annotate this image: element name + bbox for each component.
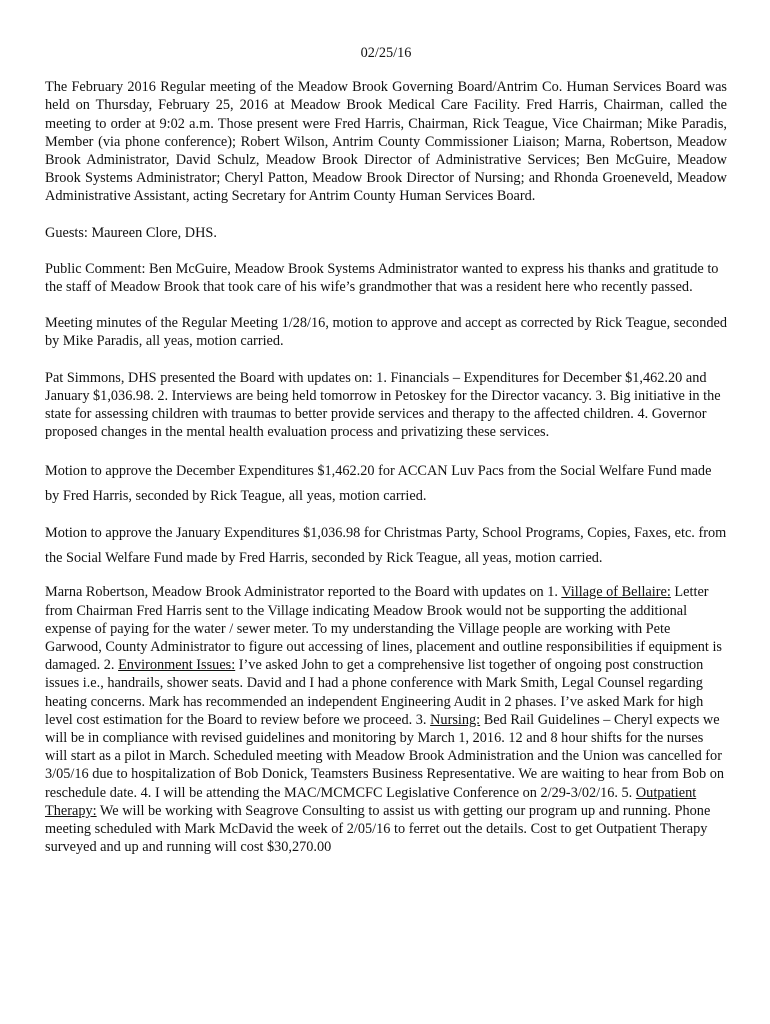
intro-paragraph: The February 2016 Regular meeting of the Meadow Brook Governing Board/Antrim Co. Human Services Board was held on Thursday, February 25, 2016 at Meadow Brook Medical Care Facility. Fred Harris, Chairman, called the meeting to order at 9:02 a.m. Those present were Fred Harris, Chairman, Rick Teague, Vice Chairman; Mike Paradis, Member (via phone conference); Robert Wilson, Antrim County Commissioner Liaison; Marna, Robertson, Meadow Brook Administrator, David Schulz, Meadow Brook Director of Administrative Services; Ben McGuire, Meadow Brook Systems Administrator; Cheryl Patton, Meadow Brook Director of Nursing; and Rhonda Groeneveld, Meadow Administrative Assistant, acting Secretary for Antrim County Human Services Board. bbox=[45, 79, 727, 205]
meeting-date: 02/25/16 bbox=[360, 45, 412, 61]
document-page bbox=[45, 44, 727, 875]
admin-report-lead: Marna Robertson, Meadow Brook Administrator reported to the Board with updates on 1. bbox=[45, 584, 562, 601]
village-of-bellaire-text: Letter from Chairman Fred Harris sent to the Village indicating Meadow Brook would not be supporting the additional expense of paying for the water / sewer meter. To my understanding the Village people are working with Pete Garwood, County Administrator to figure out accessing of lines, placement and outline responsibilities if equipment is damaged. 2. bbox=[45, 584, 722, 674]
nursing-heading: Nursing: bbox=[430, 711, 481, 728]
public-comment-paragraph: Public Comment: Ben McGuire, Meadow Brook Systems Administrator wanted to express his thanks and gratitude to the staff of Meadow Brook that took care of his wife’s grandmother that was a resident here who recently passed. bbox=[45, 260, 719, 296]
motion-december-paragraph: Motion to approve the December Expenditures $1,462.20 for ACCAN Luv Pacs from the Social Welfare Fund made by Fred Harris, seconded by Rick Teague, all yeas, motion carried. bbox=[45, 463, 712, 505]
minutes-paragraph: Meeting minutes of the Regular Meeting 1/28/16, motion to approve and accept as corrected by Rick Teague, seconded by Mike Paradis, all yeas, motion carried. bbox=[45, 315, 727, 350]
motion-january-paragraph: Motion to approve the January Expenditures $1,036.98 for Christmas Party, School Programs, Copies, Faxes, etc. from the Social Welfare Fund made by Fred Harris, seconded by Rick Teague, all yeas, motion carried. bbox=[45, 525, 727, 567]
village-of-bellaire-heading: Village of Bellaire: bbox=[561, 584, 671, 601]
guests-paragraph: Guests: Maureen Clore, DHS. bbox=[45, 224, 217, 241]
environment-issues-text: I’ve asked John to get a comprehensive list together of ongoing post construction issues i.e., handrails, shower seats. David and I had a phone conference with Mark Smith, Legal Counsel regarding heating concerns. Mark has recommended an independent Engineering Audit in 2 phases. I’ve asked Mark for high level cost estimation for the Board to review before we proceed. 3. bbox=[45, 657, 704, 728]
outpatient-therapy-heading: Outpatient Therapy: bbox=[45, 784, 697, 819]
nursing-text: Bed Rail Guidelines – Cheryl expects we will be in compliance with revised guidelines and monitoring by March 1, 2016. 12 and 8 hour shifts for the nurses will start as a pilot in March. Scheduled meeting with Meadow Brook Administration and the Union was cancelled for 3/05/16 due to hospitalization of Bob Donick, Teamsters Business Representative. We are waiting to hear from Bob on reschedule date. 4. I will be attending the MAC/MCMCFC Legislative Conference on 2/29-3/02/16. 5. bbox=[45, 711, 725, 801]
environment-issues-heading: Environment Issues: bbox=[118, 657, 236, 674]
outpatient-therapy-text: We will be working with Seagrove Consulting to assist us with getting our program up and running. Phone meeting scheduled with Mark McDavid the week of 2/05/16 to ferret out the details. Cost to get Outpatient Therapy surveyed and up and running will cost $30,270.00 bbox=[45, 802, 711, 856]
dhs-update-paragraph: Pat Simmons, DHS presented the Board with updates on: 1. Financials – Expenditures for December $1,462.20 and January $1,036.98. 2. Interviews are being held tomorrow in Petoskey for the Director vacancy. 3. Big initiative in the state for assessing children with traumas to better provide services and therapy to the affected children. 4. Governor proposed changes in the mental health evaluation process and privatizing these services. bbox=[45, 369, 721, 441]
admin-report-paragraph bbox=[45, 583, 727, 856]
